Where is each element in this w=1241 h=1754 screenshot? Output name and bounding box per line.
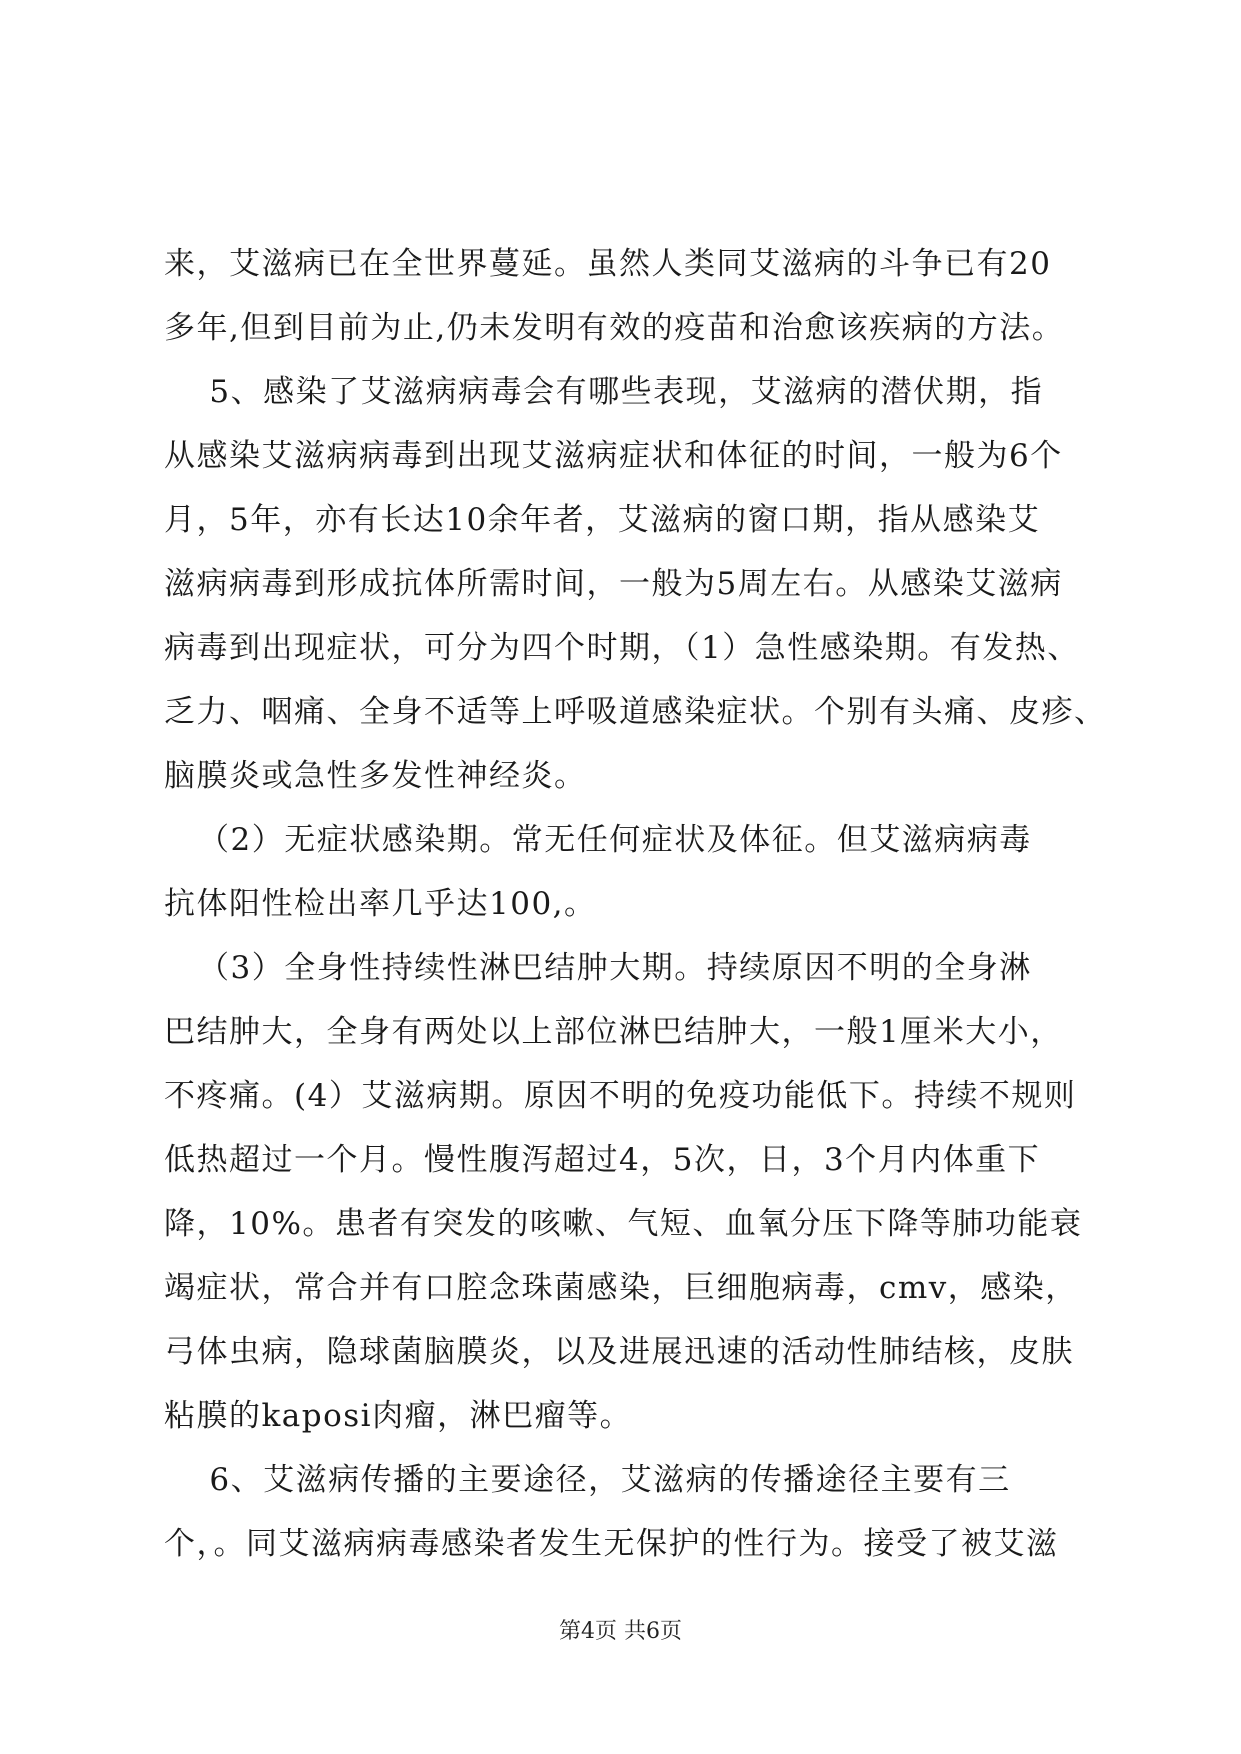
text-line: 抗体阳性检出率几乎达100,。 (164, 886, 597, 922)
text-line: 5、感染了艾滋病病毒会有哪些表现，艾滋病的潜伏期，指 (164, 374, 1044, 410)
text-line: 来，艾滋病已在全世界蔓延。虽然人类同艾滋病的斗争已有20 (164, 246, 1052, 282)
text-line: 粘膜的kaposi肉瘤，淋巴瘤等。 (164, 1398, 633, 1434)
text-line: （3）全身性持续性淋巴结肿大期。持续原因不明的全身淋 (164, 950, 1032, 986)
text-line: 从感染艾滋病病毒到出现艾滋病症状和体征的时间，一般为6个 (164, 438, 1063, 474)
text-line: 乏力、咽痛、全身不适等上呼吸道感染症状。个别有头痛、皮疹、 (164, 694, 1107, 730)
text-line: 滋病病毒到形成抗体所需时间，一般为5周左右。从感染艾滋病 (164, 566, 1063, 602)
text-line: 降，10%。患者有突发的咳嗽、气短、血氧分压下降等肺功能衰 (164, 1206, 1083, 1242)
page-number-footer: 第4页 共6页 (559, 1619, 682, 1644)
text-line: 个，。同艾滋病病毒感染者发生无保护的性行为。接受了被艾滋 (164, 1526, 1059, 1562)
text-line: 不疼痛。(4）艾滋病期。原因不明的免疫功能低下。持续不规则 (164, 1078, 1077, 1114)
text-line: 多年,但到目前为止,仍未发明有效的疫苗和治愈该疾病的方法。 (164, 310, 1065, 346)
text-line: 竭症状，常合并有口腔念珠菌感染，巨细胞病毒，cmv，感染， (164, 1270, 1078, 1306)
text-line: 低热超过一个月。慢性腹泻超过4，5次，日，3个月内体重下 (164, 1142, 1041, 1178)
text-line: 月，5年，亦有长达10余年者，艾滋病的窗口期，指从感染艾 (164, 502, 1041, 538)
text-line: 弓体虫病，隐球菌脑膜炎，以及进展迅速的活动性肺结核，皮肤 (164, 1334, 1074, 1370)
text-line: 巴结肿大，全身有两处以上部位淋巴结肿大，一般1厘米大小， (164, 1014, 1063, 1050)
document-body (164, 232, 1107, 1576)
text-line: 病毒到出现症状，可分为四个时期，（1）急性感染期。有发热、 (164, 630, 1080, 666)
text-line: （2）无症状感染期。常无任何症状及体征。但艾滋病病毒 (164, 822, 1032, 858)
text-line: 脑膜炎或急性多发性神经炎。 (164, 758, 587, 794)
text-line: 6、艾滋病传播的主要途径，艾滋病的传播途径主要有三 (164, 1462, 1011, 1498)
